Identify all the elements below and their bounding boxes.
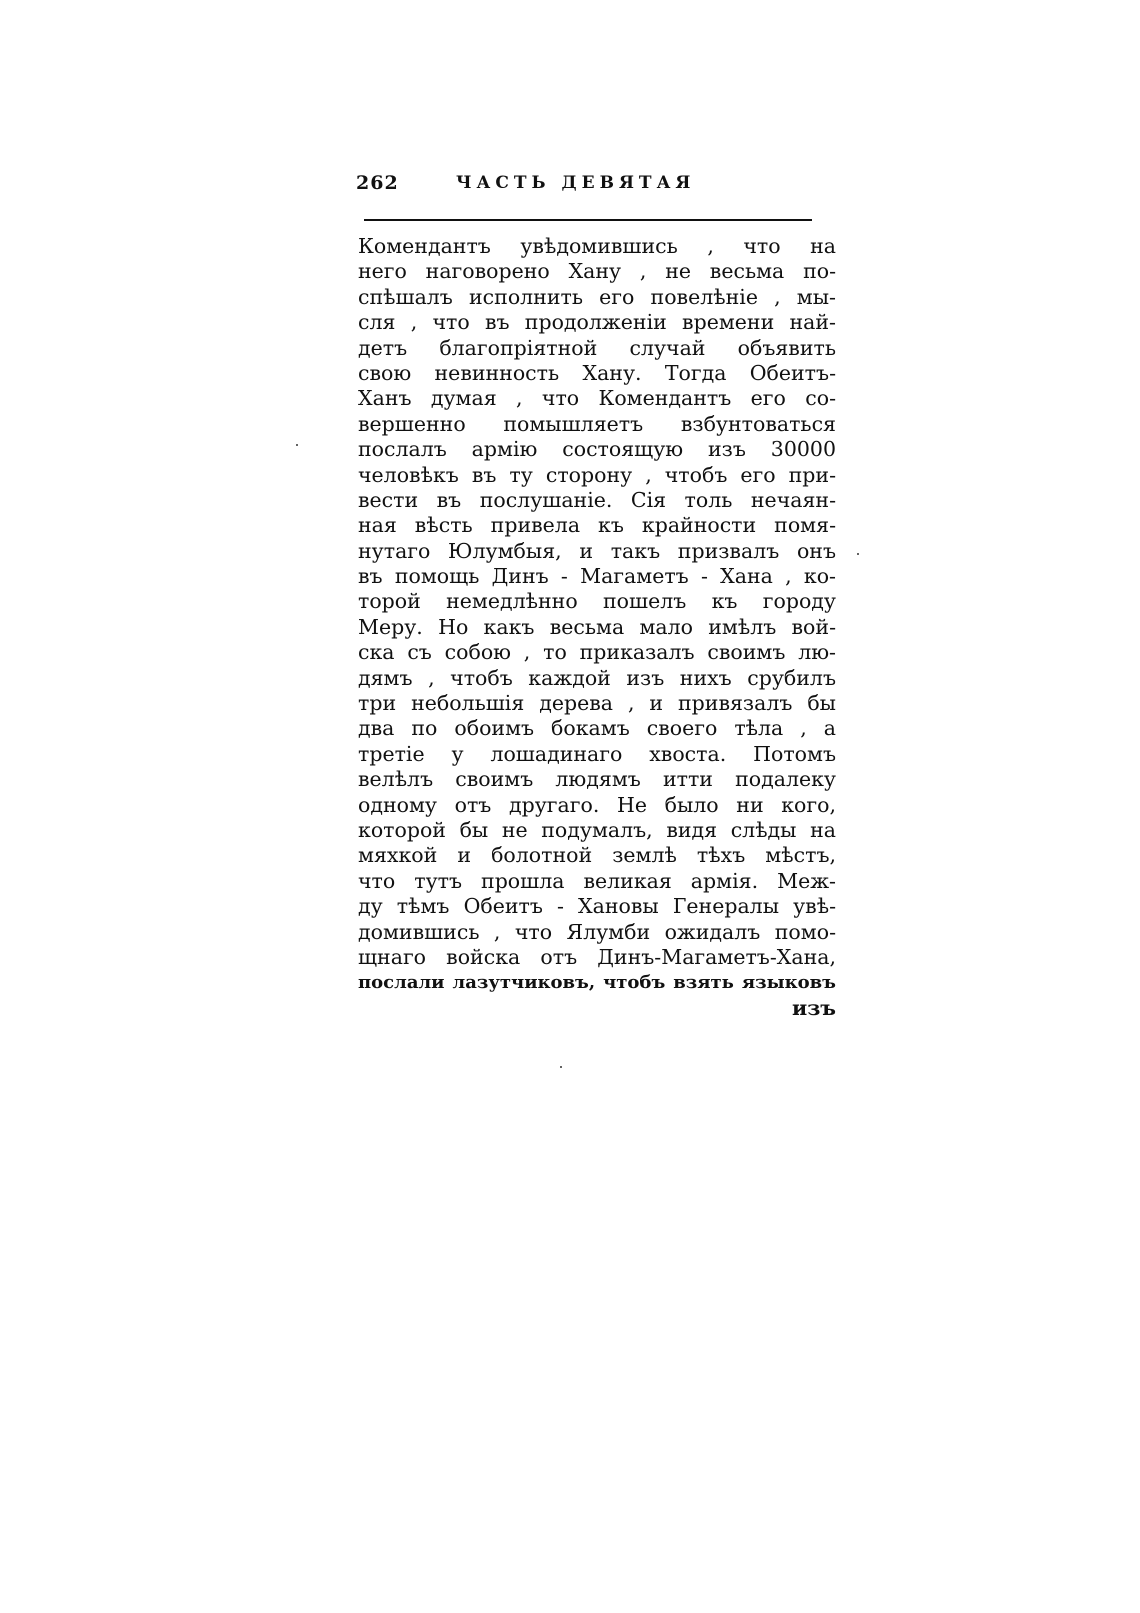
text-line: два по обоимъ бокамъ своего тѣла , а [358, 716, 836, 741]
text-line: торой немедлѣнно пошелъ къ городу [358, 589, 836, 614]
text-line: Комендантъ увѣдомившись , что на [358, 234, 836, 258]
text-line: вести въ послушаніе. Сія толь нечаян- [358, 487, 836, 512]
text-line: которой бы не подумалъ, видя слѣды на [358, 817, 836, 842]
text-line: ду тѣмъ Обеитъ - Хановы Генералы увѣ- [358, 894, 836, 919]
page-number: 262 [356, 172, 399, 194]
running-head: ЧАСТЬ ДЕВЯТАЯ [456, 173, 696, 193]
text-line: нутаго Юлумбыя, и такъ призвалъ онъ [358, 538, 836, 563]
paper-speck [296, 444, 298, 446]
text-line: спѣшалъ исполнить его повелѣніе , мы- [358, 284, 836, 309]
text-line: мяхкой и болотной землѣ тѣхъ мѣстъ, [358, 843, 836, 868]
text-line: щнаго войска отъ Динъ-Магаметъ-Хана, [358, 944, 836, 969]
catchword: изъ [791, 995, 836, 1020]
text-line: домившись , что Ялумби ожидалъ помо- [358, 919, 836, 944]
text-line: ная вѣсть привела къ крайности помя- [358, 513, 836, 538]
text-line: три небольшія дерева , и привязалъ бы [358, 691, 836, 716]
text-line: послалъ армію состоящую изъ 30000 [358, 437, 836, 462]
text-line: Ханъ думая , что Комендантъ его со- [358, 386, 836, 411]
text-line: человѣкъ въ ту сторону , чтобъ его при- [358, 462, 836, 487]
text-line: Меру. Но какъ весьма мало имѣлъ вой- [358, 614, 836, 639]
text-line: дямъ , чтобъ каждой изъ нихъ срубилъ [358, 665, 836, 690]
text-line: вершенно помышляетъ взбунтоваться [358, 411, 836, 436]
header-rule [364, 219, 812, 221]
text-line: въ помощь Динъ - Магаметъ - Хана , ко- [358, 564, 836, 589]
text-line: ска съ собою , то приказалъ своимъ лю- [358, 640, 836, 665]
text-line: свою невинность Хану. Тогда Обеитъ- [358, 360, 836, 385]
body-text [358, 234, 836, 1021]
text-line: послали лазутчиковъ, чтобъ взять языковъ [358, 972, 836, 994]
text-line: сля , что въ продолженіи времени най- [358, 310, 836, 335]
text-line: третіе у лошадинаго хвоста. Потомъ [358, 741, 836, 766]
text-line: одному отъ другаго. Не было ни кого, [358, 792, 836, 817]
paper-speck [560, 1066, 562, 1068]
paper-speck [857, 553, 859, 555]
text-line: детъ благопріятной случай объявить [358, 335, 836, 360]
text-line: него наговорено Хану , не весьма по- [358, 259, 836, 284]
page-header [356, 172, 810, 202]
text-line: велѣлъ своимъ людямъ итти подалеку [358, 767, 836, 792]
text-line: что тутъ прошла великая армія. Меж- [358, 868, 836, 893]
